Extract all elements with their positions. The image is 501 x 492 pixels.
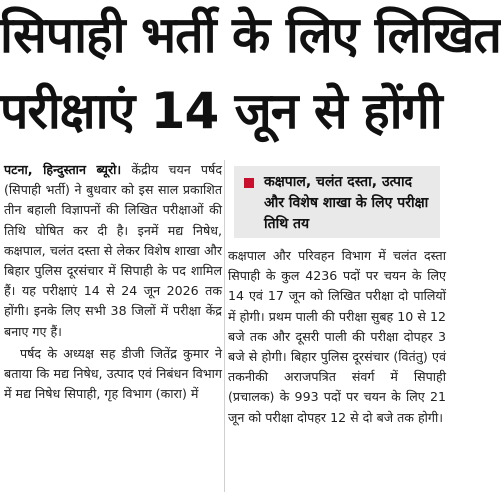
paragraph-1-text: केंद्रीय चयन पर्षद (सिपाही भर्ती) ने बुधवार को इस साल प्रकाशित तीन बहाली विज्ञापनों की लिखित परीक्षाओं की तिथि घोषित कर दी है। इनमें मद्य निषेध, कक्षपाल, चलंत दस्ता से लेकर विशेष शाखा और बिहार पुलिस दूरसंचार में सिपाही के पद शामिल हैं। यह परीक्षाएं 14 से 24 जून 2026 तक होंगी। इनके लिए सभी 38 जिलों में परीक्षा केंद्र बनाए गए हैं। <box>4 162 223 339</box>
article-paragraph-2: पर्षद के अध्यक्ष सह डीजी जितेंद्र कुमार ने बताया कि मद्य निषेध, उत्पाद एवं निबंधन विभाग में मद्य निषेध सिपाही, गृह विभाग (कारा) में <box>4 345 222 402</box>
article-paragraph-1 <box>4 160 222 342</box>
article-paragraph-3: कक्षपाल और परिवहन विभाग में चलंत दस्ता सिपाही के कुल 4236 पदों पर चयन के लिए 14 एवं 17 जून को लिखित परीक्षा दो पालियों में होगी। प्रथम पाली की परीक्षा सुबह 10 से 12 बजे तक और दूसरी पाली की परीक्षा दोपहर 3 बजे से होगी। बिहार पुलिस दूरसंचार (वितंतु) एवं तकनीकी अराजपत्रित संवर्ग में सिपाही (प्रचालक) के 993 पदों पर चयन के लिए 21 जून को परीक्षा दोपहर 12 से दो बजे तक होगी। <box>228 248 446 425</box>
headline-line-1: सिपाही भर्ती के लिए लिखित <box>0 6 501 64</box>
highlight-box <box>234 166 440 238</box>
square-bullet-icon <box>244 178 254 188</box>
article-column-right <box>228 160 446 492</box>
headline-line-2: परीक्षाएं 14 जून से होंगी <box>0 82 442 140</box>
headline <box>0 0 501 152</box>
article-column-left <box>4 160 222 492</box>
highlight-text: कक्षपाल, चलंत दस्ता, उत्पाद और विशेष शाखा के लिए परीक्षा तिथि तय <box>264 174 429 232</box>
column-divider <box>224 160 225 492</box>
dateline: पटना, हिन्दुस्तान ब्यूरो। <box>4 162 122 177</box>
